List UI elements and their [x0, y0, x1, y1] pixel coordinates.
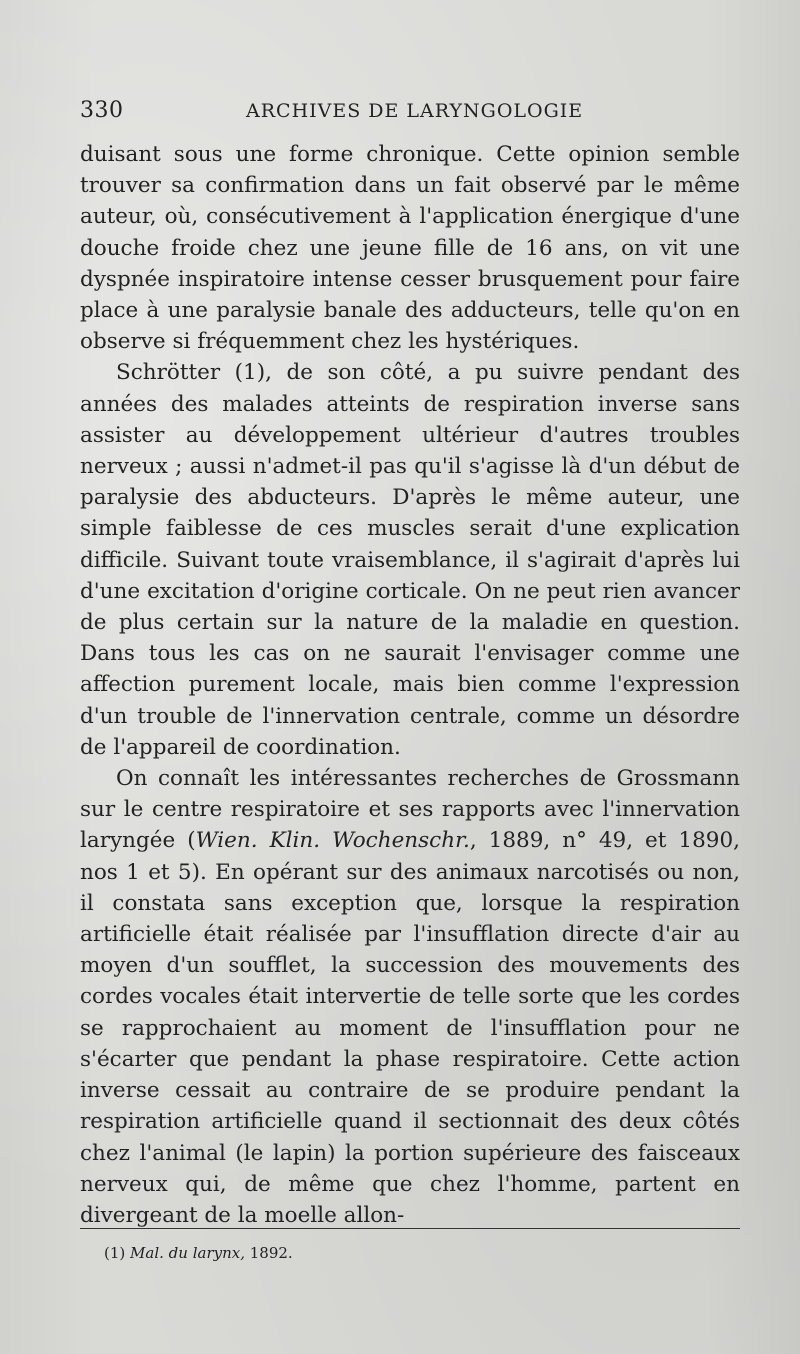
paragraph-3-end: , 1889, n° 49, et 1890, nos 1 et 5). En opérant sur des animaux narcotisés ou non, il constata sans exception que, lorsque la respiration artificielle était réalisée par l'insufflation directe d'air au moyen d'un soufflet, la succession des mouvements des cordes vocales était intervertie de telle sorte que les cordes se rapprochaient au moment de l'insufflation pour ne s'écarter que pendant la phase respiratoire. Cette action inverse cessait au contraire de se produire pendant la respiration artificielle quand il sectionnait des deux côtés chez l'animal (le lapin) la portion supérieure des faisceaux nerveux qui, de même que chez l'homme, partent en divergeant de la moelle allon- — [80, 828, 740, 1228]
paragraph-2: Schrötter (1), de son côté, a pu suivre pendant des années des malades atteints de respiration inverse sans assister au développement ultérieur d'autres troubles nerveux ; aussi n'admet-il pas qu'il s'agisse là d'un début de paralysie des abducteurs. D'après le même auteur, une simple faiblesse de ces muscles serait d'une explication difficile. Suivant toute vraisemblance, il s'agirait d'après lui d'une excitation d'origine corticale. On ne peut rien avancer de plus certain sur la nature de la maladie en question. Dans tous les cas on ne saurait l'envisager comme une affection purement locale, mais bien comme l'expression d'un trouble de l'innervation centrale, comme un désordre de l'appareil de coordination. — [80, 360, 740, 760]
body-text — [80, 139, 740, 1231]
paragraph-3 — [80, 763, 740, 1231]
paragraph-3-start: On connaît les intéressantes recherches de Grossmann sur le centre respiratoire et ses rapports avec l'innervation laryngée ( — [80, 766, 740, 854]
footnote-marker: (1) — [104, 1244, 126, 1262]
footnote-divider — [80, 1228, 740, 1229]
footnote-rest: 1892. — [244, 1244, 293, 1262]
footnote-title: Mal. du larynx, — [130, 1244, 245, 1262]
paragraph-1: duisant sous une forme chronique. Cette opinion semble trouver sa confirmation dans un fait observé par le même auteur, où, consécutivement à l'application énergique d'une douche froide chez une jeune fille de 16 ans, on vit une dyspnée inspiratoire intense cesser brusquement pour faire place à une paralysie banale des adducteurs, telle qu'on en observe si fréquemment chez les hystériques. — [80, 142, 740, 355]
journal-title: ARCHIVES DE LARYNGOLOGIE — [246, 100, 584, 122]
page-number: 330 — [80, 98, 124, 123]
footnote — [104, 1243, 704, 1263]
running-head — [80, 98, 740, 128]
citation-journal: Wien. Klin. Wochenschr. — [195, 828, 470, 854]
